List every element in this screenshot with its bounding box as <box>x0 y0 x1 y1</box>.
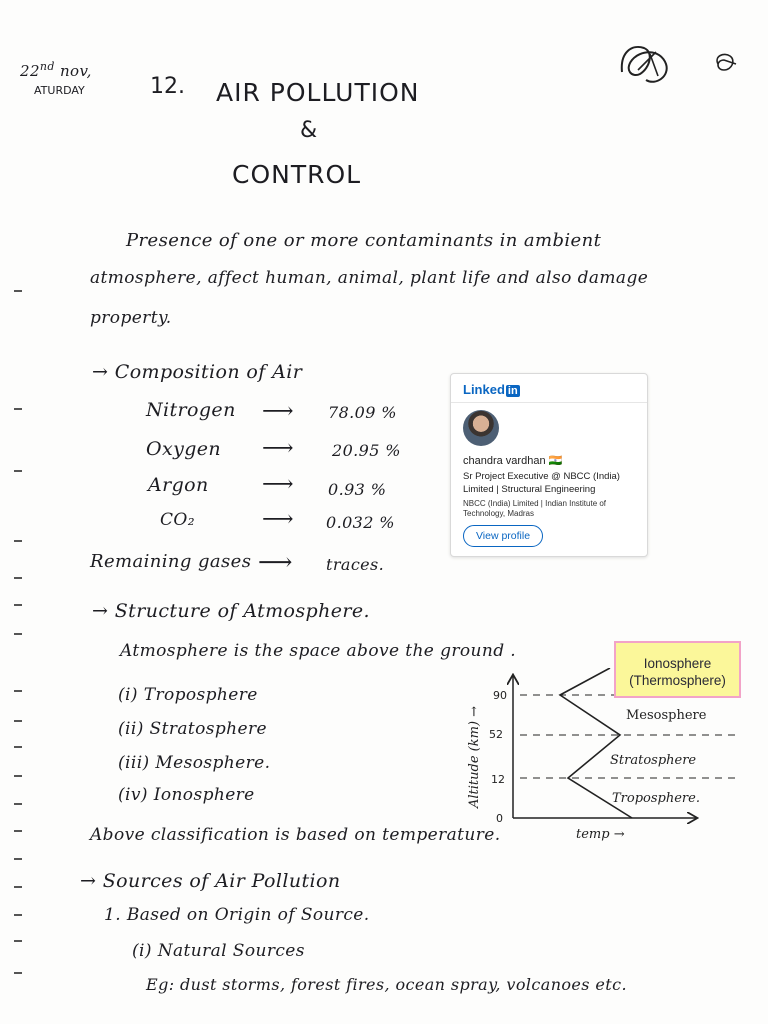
structure-heading: → Structure of Atmosphere. <box>92 600 370 622</box>
remaining-gases-label: Remaining gases <box>90 551 252 572</box>
page-title-line2: CONTROL <box>232 160 362 189</box>
value-co2: 0.032 % <box>326 513 395 532</box>
date-day: 22 <box>20 62 40 80</box>
label-mesosphere: Mesosphere <box>626 708 707 723</box>
gas-oxygen: Oxygen <box>146 438 222 460</box>
layer-item-3: (iii) Mesosphere. <box>118 753 271 773</box>
profile-title: Sr Project Executive @ NBCC (India) Limited | Structural Engineering <box>463 471 620 495</box>
remaining-gases-arrow: ⟶ <box>258 548 293 576</box>
ionosphere-label: Ionosphere <box>643 656 712 671</box>
page-title-line1: AIR POLLUTION <box>216 78 420 107</box>
linkedin-profile-card[interactable] <box>450 373 648 557</box>
definition-line-3: property. <box>90 308 172 328</box>
label-stratosphere: Stratosphere <box>610 753 697 768</box>
label-troposphere: Troposphere. <box>612 791 700 806</box>
definition-line-1: Presence of one or more contaminants in ambient <box>126 230 602 251</box>
sources-subheading: 1. Based on Origin of Source. <box>104 905 370 925</box>
gas-co2: CO₂ <box>160 510 195 530</box>
gas-argon: Argon <box>148 474 209 496</box>
ionosphere-highlight-label <box>614 641 741 698</box>
linkedin-logo: Linked in <box>463 382 518 397</box>
scribble-signature <box>610 34 750 94</box>
thermosphere-label: (Thermosphere) <box>629 673 726 688</box>
layer-item-1: (i) Troposphere <box>118 685 258 705</box>
arrow-nitrogen: ⟶ <box>262 399 294 424</box>
value-nitrogen: 78.09 % <box>328 403 397 422</box>
view-profile-button[interactable]: View profile <box>463 525 543 547</box>
classification-note: Above classification is based on temperature. <box>90 825 501 845</box>
profile-name[interactable]: chandra vardhan 🇮🇳 <box>463 455 563 467</box>
chapter-number: 12. <box>150 74 185 99</box>
remaining-gases-value: traces. <box>326 555 385 574</box>
structure-definition: Atmosphere is the space above the ground . <box>120 641 517 661</box>
definition-line-2: atmosphere, affect human, animal, plant life and also damage <box>90 268 649 288</box>
value-oxygen: 20.95 % <box>332 441 401 460</box>
natural-sources-heading: (i) Natural Sources <box>132 941 305 961</box>
tick-label-0: 0 <box>496 812 503 825</box>
avatar <box>463 410 499 446</box>
arrow-co2: ⟶ <box>262 507 294 532</box>
tick-label-12: 12 <box>491 773 505 786</box>
date-suffix: nd <box>39 60 55 73</box>
profile-organization: NBCC (India) Limited | Indian Institute of Technology, Madras <box>463 499 607 518</box>
date-weekday: ATURDAY <box>34 84 85 97</box>
gas-nitrogen: Nitrogen <box>146 399 236 421</box>
tick-label-90: 90 <box>493 689 507 702</box>
natural-sources-example: Eg: dust storms, forest fires, ocean spray, volcanoes etc. <box>146 975 627 994</box>
page-title-amp: & <box>300 118 318 143</box>
composition-heading: → Composition of Air <box>92 361 303 383</box>
x-axis-label: temp → <box>576 827 625 842</box>
date-label <box>20 60 92 80</box>
value-argon: 0.93 % <box>328 480 387 499</box>
y-axis-label: Altitude (km) → <box>467 705 482 808</box>
card-divider <box>451 402 647 403</box>
arrow-argon: ⟶ <box>262 472 294 497</box>
sources-heading: → Sources of Air Pollution <box>80 870 341 892</box>
layer-item-2: (ii) Stratosphere <box>118 719 267 739</box>
date-month: nov, <box>60 62 92 80</box>
arrow-oxygen: ⟶ <box>262 436 294 461</box>
tick-label-52: 52 <box>489 728 503 741</box>
layer-item-4: (iv) Ionosphere <box>118 785 255 805</box>
